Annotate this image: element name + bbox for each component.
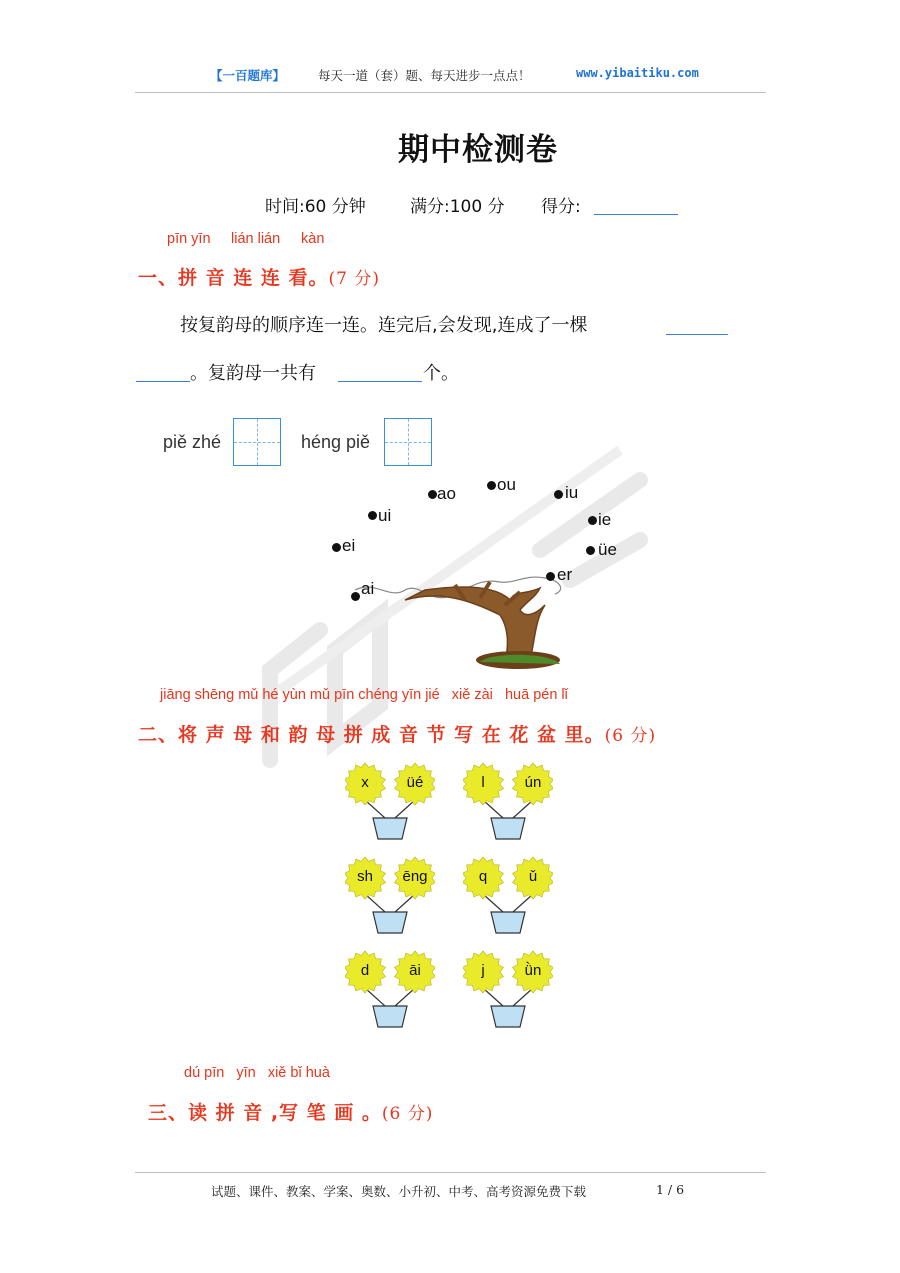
tree-blank-part2[interactable]	[136, 381, 190, 382]
flower-shengmu-label: d	[360, 962, 370, 979]
tree-label-ie: ie	[598, 510, 612, 529]
tree-label-ai: ai	[361, 579, 375, 598]
tree-label-iu: iu	[565, 483, 579, 502]
tree-dot-ai[interactable]	[351, 592, 360, 601]
section1-instruction-line2b: 个。	[423, 363, 459, 384]
stroke-pinyin-hengpie: héng piě	[301, 432, 371, 452]
flower-pot-group	[345, 762, 435, 842]
tree-dot-ao[interactable]	[428, 490, 437, 499]
tree-label-ue: üe	[598, 540, 617, 559]
score-label: 得分:	[541, 197, 581, 217]
flower-yunmu-label: ǜn	[524, 962, 542, 979]
flower-pot-answer-slot[interactable]	[378, 912, 402, 932]
flower-yunmu-label: ún	[524, 774, 542, 791]
flower-pot-answer-slot[interactable]	[496, 1006, 520, 1026]
flower-yunmu-label: ēng	[402, 868, 428, 885]
tree-label-ei: ei	[342, 536, 356, 555]
section1-points: (7 分)	[328, 269, 380, 289]
full-score-info: 满分:100 分	[410, 197, 505, 217]
flower-yunmu-label: ǔ	[528, 868, 538, 885]
section1-pinyin-1: pīn yīn	[167, 231, 211, 247]
flower-pot-group	[463, 762, 553, 842]
flower-shengmu-label: j	[481, 962, 485, 979]
section1-heading-text: 一、拼 音 连 连 看。	[138, 267, 329, 289]
page-title: 期中检测卷	[398, 132, 558, 168]
header-divider	[135, 92, 766, 93]
tree-dot-iu[interactable]	[554, 490, 563, 499]
tree-dot-ou[interactable]	[487, 481, 496, 490]
tree-dot-ei[interactable]	[332, 543, 341, 552]
section3-heading	[148, 1098, 433, 1125]
section2-points: (6 分)	[604, 726, 657, 746]
tree-dot-ue[interactable]	[586, 546, 595, 555]
stroke-pinyin-piezhe: piě zhé	[163, 432, 222, 452]
tree-label-ui: ui	[378, 506, 392, 525]
header-url-link[interactable]: www.yibaitiku.com	[576, 66, 699, 80]
flower-pot-answer-slot[interactable]	[378, 1006, 402, 1026]
tree-illustration	[330, 560, 580, 680]
page-number: 1 / 6	[656, 1182, 685, 1197]
flower-shengmu-label: q	[478, 868, 488, 885]
tree-dot-er[interactable]	[546, 572, 555, 581]
flower-pot-group	[345, 950, 435, 1030]
tree-dot-ui[interactable]	[368, 511, 377, 520]
flower-pot-answer-slot[interactable]	[496, 818, 520, 838]
flower-pot-group	[345, 856, 435, 936]
header-slogan: 每天一道（套）题、每天进步一点点！	[318, 68, 531, 83]
section3-points: (6 分)	[381, 1104, 434, 1124]
flower-shengmu-label: x	[361, 774, 369, 791]
score-blank[interactable]	[594, 214, 678, 215]
section1-pinyin-3: kàn	[301, 231, 325, 247]
time-info: 时间:60 分钟	[265, 197, 366, 217]
footer-divider	[135, 1172, 766, 1173]
section3-heading-text: 三、读 拼 音 ,写 笔 画 。	[148, 1102, 382, 1124]
section2-pinyin: jiāng shēng mǔ hé yùn mǔ pīn chéng yīn jié xiě zài huā pén lǐ	[160, 687, 568, 703]
section1-pinyin-2: lián lián	[231, 231, 281, 247]
section1-heading	[138, 263, 380, 290]
flower-shengmu-label: sh	[357, 868, 373, 885]
section2-heading	[138, 720, 656, 747]
tree-trunk	[405, 587, 545, 660]
flower-shengmu-label: l	[481, 774, 485, 791]
tree-label-ou: ou	[497, 475, 516, 494]
tree-label-ao: ao	[437, 484, 456, 503]
flower-yunmu-label: üé	[406, 774, 424, 791]
tree-blank-part1[interactable]	[666, 334, 728, 335]
tree-label-er: er	[557, 565, 573, 584]
header-brand: 【一百题库】	[210, 68, 286, 83]
flower-yunmu-label: āi	[409, 962, 421, 979]
section3-pinyin: dú pīn yīn xiě bǐ huà	[184, 1065, 330, 1081]
flower-pot-group	[463, 856, 553, 936]
tree-dot-ie[interactable]	[588, 516, 597, 525]
section1-instruction-line1: 按复韵母的顺序连一连。连完后,会发现,连成了一棵	[180, 315, 588, 336]
flower-pot-answer-slot[interactable]	[378, 818, 402, 838]
section2-heading-text: 二、将 声 母 和 韵 母 拼 成 音 节 写 在 花 盆 里。	[138, 724, 605, 746]
section1-instruction-line2a: 。复韵母一共有	[190, 363, 316, 384]
footer-text: 试题、课件、教案、学案、奥数、小升初、中考、高考资源免费下载	[211, 1184, 587, 1199]
flower-pot-answer-slot[interactable]	[496, 912, 520, 932]
count-blank[interactable]	[338, 381, 422, 382]
flower-pot-group	[463, 950, 553, 1030]
